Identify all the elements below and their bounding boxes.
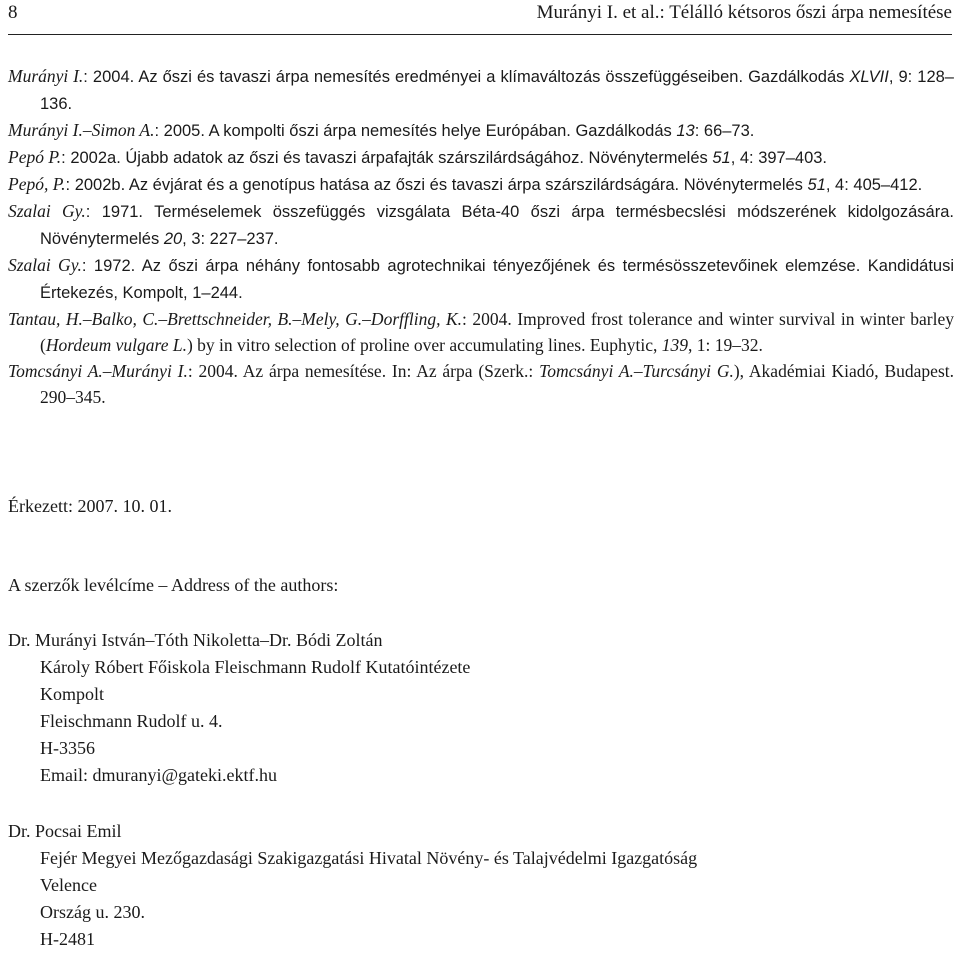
reference-text: , 1: 19–32.	[688, 335, 763, 355]
reference-text: : 66–73.	[694, 122, 755, 140]
reference-text: Hordeum vulgare L.	[45, 335, 187, 355]
reference-text: : 1971. Terméselemek összefüggés vizsgálata Béta-40 őszi árpa termésbecslési módszerének kidolgozására. Növénytermelés	[40, 203, 954, 248]
address-line: Fleischmann Rudolf u. 4.	[40, 711, 223, 731]
reference-text: , 9: 128–136.	[40, 68, 954, 113]
address-line: Ország u. 230.	[40, 902, 145, 922]
address-line: Károly Róbert Főiskola Fleischmann Rudolf Kutatóintézete	[40, 657, 471, 677]
reference-text: 139	[661, 335, 689, 355]
reference-text: , 3: 227–237.	[182, 230, 279, 248]
reference-entry	[8, 252, 954, 306]
reference-text: XLVII	[849, 68, 889, 86]
address-line: Velence	[40, 875, 97, 895]
reference-entry	[8, 144, 954, 171]
reference-list	[8, 63, 954, 410]
reference-authors: Murányi I.	[8, 66, 84, 86]
reference-entry	[8, 171, 954, 198]
reference-text: : 2004. Improved frost tolerance and winter survival in winter barley (	[40, 309, 954, 355]
reference-entry	[8, 117, 954, 144]
reference-text: , 4: 405–412.	[825, 176, 923, 194]
reference-text: : 2004. Az őszi és tavaszi árpa nemesítés eredményei a klímaváltozás összefüggéseiben. Gazdálkodás	[83, 68, 850, 86]
reference-text: : 2002a. Újabb adatok az őszi és tavaszi árpafajták szárszilárdságához. Növénytermelés	[61, 149, 713, 167]
email-line: Email: dmuranyi@gateki.ektf.hu	[40, 765, 278, 785]
reference-text: 13	[676, 122, 695, 140]
reference-text: Tomcsányi A.–Turcsányi G.	[539, 361, 734, 381]
received-date: Érkezett: 2007. 10. 01.	[8, 496, 172, 516]
reference-authors: Pepó, P.	[8, 174, 66, 194]
address-heading: A szerzők levélcíme – Address of the authors:	[8, 575, 339, 595]
author-names: Dr. Murányi István–Tóth Nikoletta–Dr. Bódi Zoltán	[8, 630, 383, 650]
address-line: Fejér Megyei Mezőgazdasági Szakigazgatási Hivatal Növény- és Talajvédelmi Igazgatóság	[40, 848, 698, 868]
page-number: 8	[8, 2, 18, 23]
reference-authors: Szalai Gy.	[8, 201, 86, 221]
reference-text: 51	[807, 176, 826, 194]
reference-text: : 2005. A kompolti őszi árpa nemesítés helye Európában. Gazdálkodás	[154, 122, 677, 140]
reference-text: : 2002b. Az évjárat és a genotípus hatása az őszi és tavaszi árpa szárszilárdságára. Növénytermelés	[65, 176, 808, 194]
reference-entry	[8, 358, 954, 410]
reference-text: : 2004. Az árpa nemesítése. In: Az árpa (Szerk.:	[187, 361, 540, 381]
reference-authors: Murányi I.–Simon A.	[8, 120, 155, 140]
reference-entry	[8, 63, 954, 117]
author-address-block	[8, 818, 697, 953]
reference-text: ), Akadémiai Kiadó, Budapest. 290–345.	[40, 361, 954, 407]
address-line: Kompolt	[40, 684, 105, 704]
reference-authors: Tantau, H.–Balko, C.–Brettschneider, B.–Mely, G.–Dorffling, K.	[8, 309, 463, 329]
page-header	[8, 0, 952, 35]
reference-entry	[8, 198, 954, 252]
author-address-block	[8, 627, 470, 789]
reference-text: : 1972. Az őszi árpa néhány fontosabb agrotechnikai tényezőjének és termésösszetevőinek elemzése. Kandidátusi Értekezés, Kompolt, 1–244.	[40, 257, 954, 302]
author-names: Dr. Pocsai Emil	[8, 821, 122, 841]
reference-text: 51	[712, 149, 731, 167]
reference-authors: Tomcsányi A.–Murányi I.	[8, 361, 188, 381]
reference-entry	[8, 306, 954, 358]
running-title: Murányi I. et al.: Télálló kétsoros őszi árpa nemesítése	[536, 2, 952, 23]
reference-text: 20	[163, 230, 183, 248]
reference-text: ) by in vitro selection of proline over accumulating lines. Euphytic,	[186, 335, 662, 355]
address-line: H-2481	[40, 929, 95, 949]
reference-authors: Pepó P.	[8, 147, 62, 167]
reference-text: , 4: 397–403.	[730, 149, 828, 167]
address-line: H-3356	[40, 738, 95, 758]
reference-authors: Szalai Gy.	[8, 255, 82, 275]
